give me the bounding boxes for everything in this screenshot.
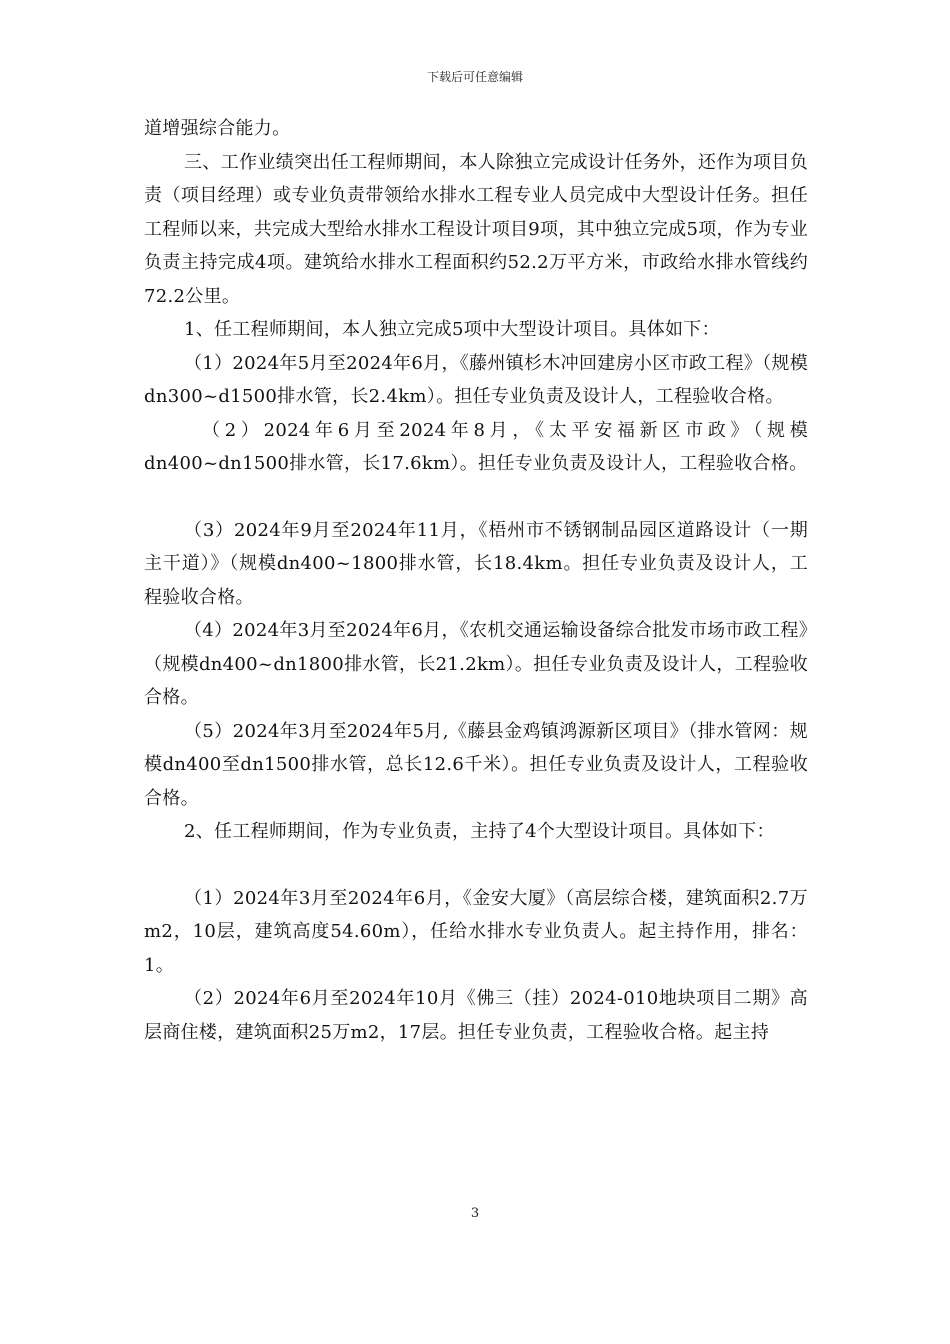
paragraph: 2、任工程师期间，作为专业负责，主持了4个大型设计项目。具体如下： — [184, 821, 775, 842]
page-number: 3 — [470, 1206, 480, 1221]
paragraph: 道增强综合能力。 — [144, 118, 291, 139]
paragraph: 1、任工程师期间，本人独立完成5项中大型设计项目。具体如下： — [184, 319, 720, 340]
paragraph: （2）2024年6月至2024年10月《佛三（挂）2024-010地块项目二期》高层商住楼，建筑面积25万m2，17层。担任专业负责，工程验收合格。起主持 — [144, 988, 808, 1043]
paragraph: 三、工作业绩突出任工程师期间，本人除独立完成设计任务外，还作为项目负责（项目经理）或专业负责带领给水排水工程专业人员完成中大型设计任务。担任工程师以来，共完成大型给水排水工程设计项目9项，其中独立完成5项，作为专业负责主持完成4项。建筑给水排水工程面积约52.2万平方米，市政给水排水管线约72.2公里。 — [144, 151, 809, 307]
paragraph: （4）2024年3月至2024年6月，《农机交通运输设备综合批发市场市政工程》（规模dn400~dn1800排水管，长21.2km）。担任专业负责及设计人，工程验收合格。 — [144, 620, 808, 708]
page-header: 下载后可任意编辑 — [426, 70, 523, 84]
paragraph: （2）2024年6月至2024年8月，《太平安福新区市政》（规模dn400~dn1500排水管，长17.6km）。担任专业负责及设计人，工程验收合格。 — [144, 419, 808, 474]
paragraph: （5）2024年3月至2024年5月,《藤县金鸡镇鸿源新区项目》（排水管网：规模dn400至dn1500排水管，总长12.6千米）。担任专业负责及设计人，工程验收合格。 — [144, 720, 808, 809]
paragraph: （1）2024年3月至2024年6月，《金安大厦》（高层综合楼，建筑面积2.7万m2，10层，建筑高度54.60m），任给水排水专业负责人。起主持作用，排名：1。 — [144, 887, 808, 976]
paragraph: （3）2024年9月至2024年11月，《梧州市不锈钢制品园区道路设计（一期主干道）》（规模dn400~1800排水管，长18.4km。担任专业负责及设计人，工程验收合格。 — [144, 519, 808, 608]
paragraph: （1）2024年5月至2024年6月，《藤州镇杉木冲回建房小区市政工程》（规模dn300~d1500排水管，长2.4km）。担任专业负责及设计人，工程验收合格。 — [144, 352, 808, 407]
document-body — [144, 112, 808, 1049]
